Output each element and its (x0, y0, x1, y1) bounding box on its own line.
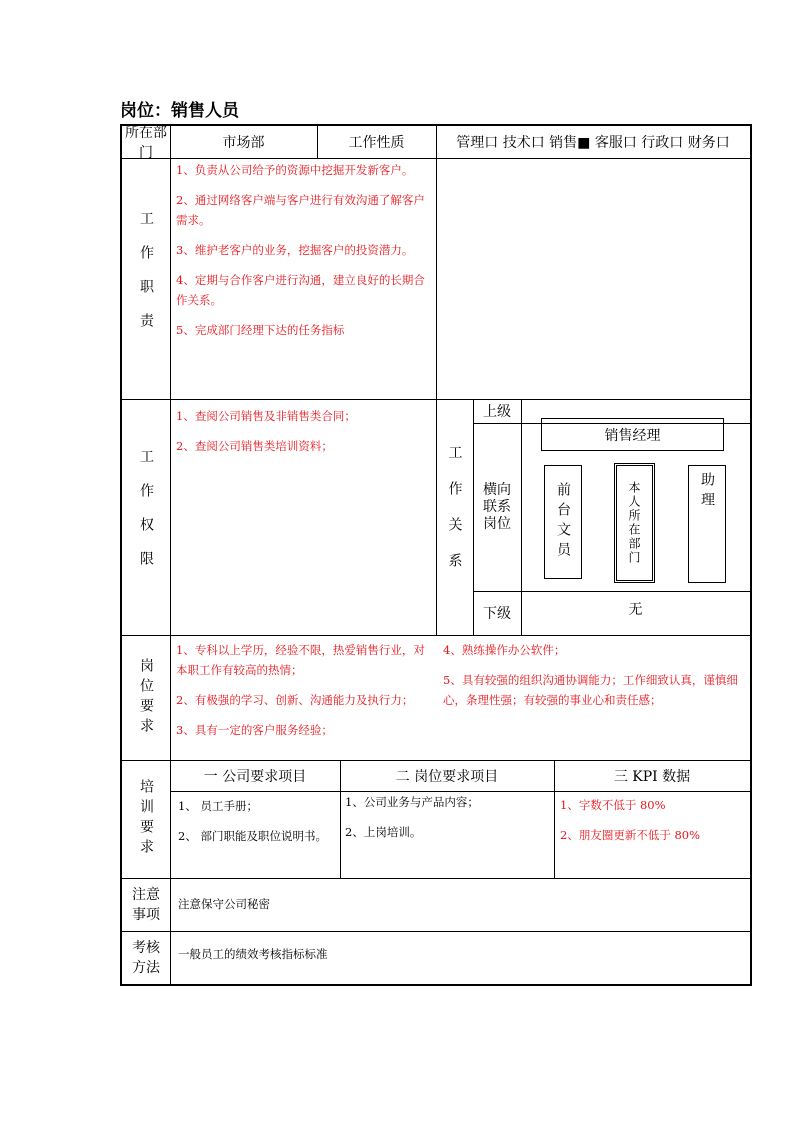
subordinate-value: 无 (628, 602, 643, 618)
lateral-own-dept: 本人所在部门 (627, 481, 641, 565)
list-item: 4、熟练操作办公软件； (443, 643, 566, 657)
page-title: 岗位：销售人员 (120, 101, 239, 121)
duties-list (176, 160, 432, 350)
list-item: 1、专科以上学历，经验不限，热爱销售行业，对本职工作有较高的热情； (176, 643, 425, 677)
superior-box: 销售经理 (541, 418, 724, 451)
assessment-value: 一般员工的绩效考核指标标准 (178, 947, 328, 961)
list-item: 3、具有一定的客户服务经验； (176, 723, 333, 737)
list-item: 2、上岗培训。 (345, 825, 422, 839)
list-item: 5、完成部门经理下达的任务指标 (176, 323, 345, 337)
authority-list (176, 406, 432, 466)
training-col2-list (345, 792, 550, 852)
list-item: 1、字数不低于 80% (560, 798, 666, 812)
authority-label: 工作权限 (138, 449, 154, 585)
list-item: 1、公司业务与产品内容； (345, 795, 479, 809)
requirements-right (443, 640, 745, 720)
training-col1-header: 一 公司要求项目 (203, 768, 307, 785)
nature-label: 工作性质 (348, 135, 405, 151)
list-item: 2、查阅公司销售类培训资料； (176, 439, 333, 453)
list-item: 2、有极强的学习、创新、沟通能力及执行力； (176, 693, 414, 707)
training-col2-header: 二 岗位要求项目 (395, 768, 499, 785)
lateral-assistant: 助理 (699, 472, 715, 512)
list-item: 4、定期与合作客户进行沟通，建立良好的长期合作关系。 (176, 273, 425, 307)
list-item: 2、 部门职能及职位说明书。 (178, 829, 327, 843)
training-col3-header: 三 KPI 数据 (613, 768, 691, 785)
dept-label: 所在部门 (125, 125, 167, 161)
training-col1-list (178, 796, 336, 856)
assessment-label: 考核方法 (132, 939, 160, 976)
notes-value: 注意保守公司秘密 (178, 897, 270, 911)
list-item: 1、负责从公司给予的资源中挖掘开发新客户。 (176, 163, 414, 177)
list-item: 1、 员工手册； (178, 799, 258, 813)
requirements-left (176, 640, 432, 750)
training-col3-list (560, 795, 746, 855)
lateral-label: 横向联系岗位 (483, 481, 511, 532)
subordinate-label: 下级 (483, 606, 511, 622)
notes-label: 注意事项 (132, 886, 160, 923)
requirements-label: 岗位要求 (138, 657, 154, 738)
list-item: 3、维护老客户的业务，挖掘客户的投资潜力。 (176, 243, 414, 257)
training-label: 培训要求 (138, 779, 154, 859)
list-item: 5、具有较强的组织沟通协调能力；工作细致认真，谨慎细心，条理性强；有较强的事业心和责任感； (443, 673, 738, 707)
job-description-table (120, 124, 752, 986)
relations-label: 工作关系 (446, 445, 463, 589)
lateral-front-desk: 前台文员 (555, 482, 571, 562)
duties-label: 工作职责 (138, 210, 154, 347)
list-item: 2、通过网络客户端与客户进行有效沟通了解客户需求。 (176, 193, 425, 227)
list-item: 1、查阅公司销售及非销售类合同； (176, 409, 356, 423)
list-item: 2、朋友圈更新不低于 80% (560, 828, 701, 842)
dept-value: 市场部 (222, 135, 265, 151)
superior-label: 上级 (483, 404, 511, 420)
nature-options: 管理口 技术口 销售■ 客服口 行政口 财务口 (456, 135, 730, 151)
